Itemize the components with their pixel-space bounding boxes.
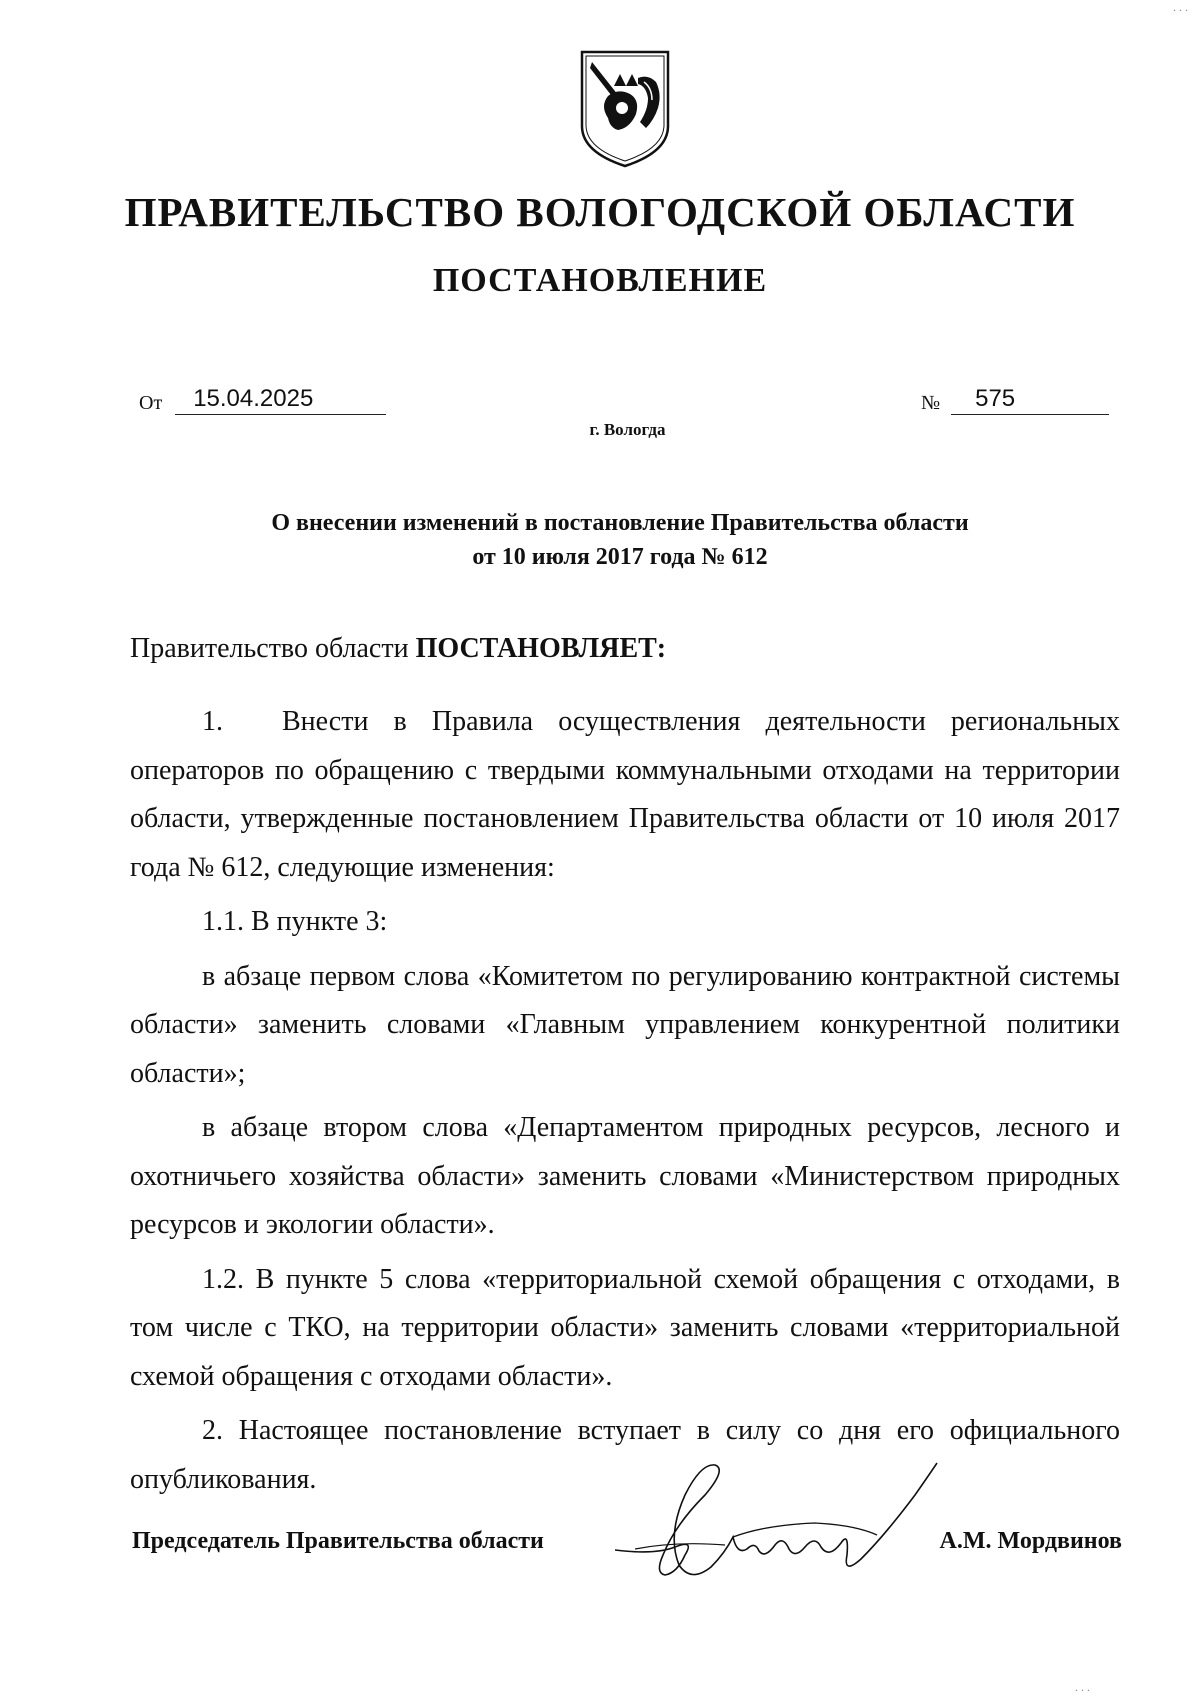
paragraph-1-number: 1. [202,706,223,737]
date-row [139,384,386,415]
number-prefix: № [921,392,941,414]
number-row [921,384,1109,415]
paragraph-1-text: Внести в Правила осуществления деятельности региональных операторов по обращению с твердыми коммунальными отходами на территории области, утвержденные постановлением Правительства области от 10 июля 2017 года № 612, следующие изменения: [130,706,1120,883]
document-date: 15.04.2025 [175,384,386,415]
document-body [130,698,1120,1510]
paragraph-1-2: 1.2. В пункте 5 слова «территориальной схемой обращения с отходами, в том числе с ТКО, на территории области» заменить словами «территориальной схемой обращения с отходами области». [130,1263,1120,1392]
date-prefix: От [139,392,163,414]
lead-text: Правительство области [130,633,409,664]
heading-line-2: от 10 июля 2017 года № 612 [472,544,768,570]
issuer-title: ПРАВИТЕЛЬСТВО ВОЛОГОДСКОЙ ОБЛАСТИ [124,189,1076,235]
paragraph-2: 2. Настоящее постановление вступает в силу со дня его официального опубликования. [130,1415,1120,1495]
document-number: 575 [951,384,1109,415]
handwritten-signature [615,1455,945,1590]
resolution-lead [130,633,666,665]
signatory-position: Председатель Правительства области [132,1528,544,1554]
paragraph-1-1-b: в абзаце втором слова «Департаментом природных ресурсов, лесного и охотничьего хозяйства области» заменить словами «Министерством природных ресурсов и экологии области». [130,1112,1120,1240]
paragraph-1 [130,698,1120,892]
paragraph-1-1-a: в абзаце первом слова «Комитетом по регулированию контрактной системы области» заменить словами «Главным управлением конкурентной политики области»; [130,960,1120,1089]
document-heading [180,506,1060,574]
paragraph-1-1: 1.1. В пункте 3: [202,906,388,937]
coat-of-arms-icon [578,48,672,170]
heading-line-1: О внесении изменений в постановление Правительства области [271,510,969,536]
signatory-name: А.М. Мордвинов [939,1528,1122,1554]
lead-bold: ПОСТАНОВЛЯЕТ: [415,633,667,664]
scan-mark: . . . [1173,0,1188,14]
document-type: ПОСТАНОВЛЕНИЕ [432,262,768,299]
scan-mark-bottom: . . . [1075,1680,1090,1694]
city-label: г. Вологда [589,420,666,439]
